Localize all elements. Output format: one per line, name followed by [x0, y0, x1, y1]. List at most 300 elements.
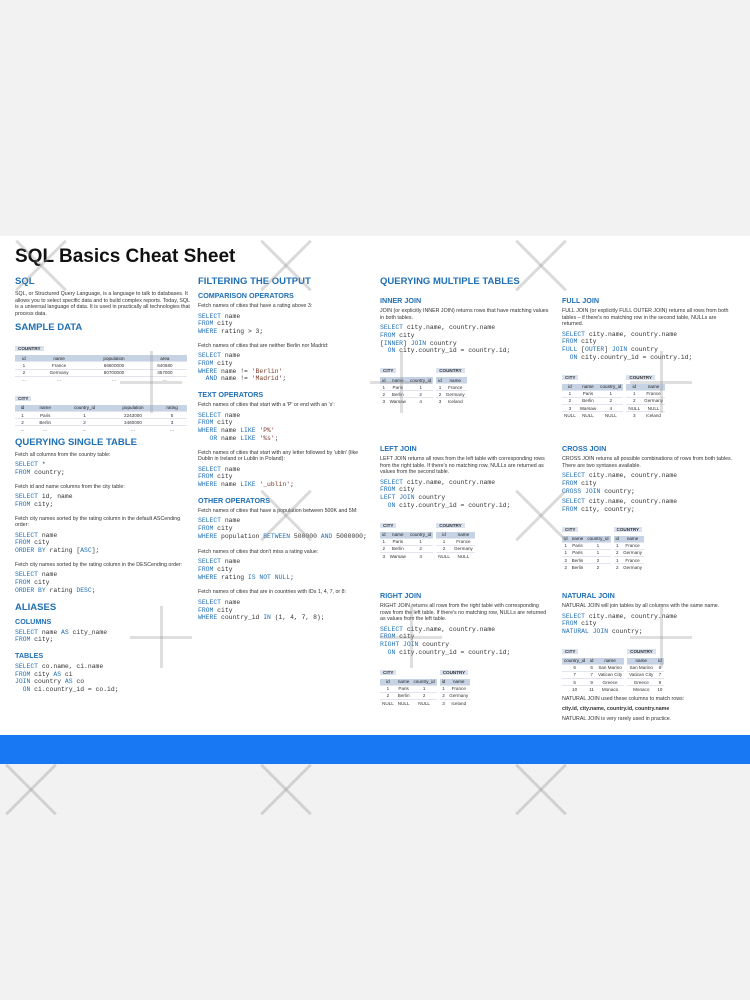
column-header: name	[596, 658, 624, 665]
column-basics	[15, 276, 190, 701]
qs-desc-1: Fetch all columns from the country table:	[15, 451, 111, 458]
table-row	[614, 557, 644, 564]
full-join-code: SELECT city.name, country.name FROM city FULL [OUTER] JOIN country ON city.country_id = country.id;	[562, 330, 693, 361]
city-table-block	[15, 387, 190, 433]
table-cell: France	[642, 390, 665, 397]
sql-intro: SQL, or Structured Query Language, is a language to talk to databases. It allows you to select specific data and to build complex reports. Today, SQL is a universal language of data. It is used in practically all technologies that process data.	[15, 291, 190, 317]
table-row	[562, 404, 623, 411]
right-city-result-table	[380, 679, 437, 707]
left-join-heading: LEFT JOIN	[380, 444, 417, 453]
result-table-name: COUNTRY	[627, 649, 656, 654]
table-cell: Berlin	[388, 391, 408, 398]
watermark-x-mark	[255, 760, 325, 820]
inner-country-result-table	[436, 377, 466, 405]
table-cell: 3	[436, 398, 444, 405]
filter-code-1: SELECT name FROM city WHERE rating > 3;	[198, 312, 264, 335]
result-table-name: CITY	[562, 649, 578, 654]
right-join-section	[380, 591, 550, 710]
table-cell: 3	[380, 398, 388, 405]
table-cell: Germany	[623, 564, 643, 570]
cross-join-code-2: SELECT city.name, country.name FROM city, country;	[562, 498, 678, 513]
table-row	[380, 538, 433, 545]
table-cell: ...	[85, 376, 143, 383]
column-header: name	[452, 532, 475, 539]
qs-code-1: SELECT * FROM country;	[15, 461, 65, 476]
table-cell: Paris	[570, 542, 586, 549]
left-country-part	[436, 514, 475, 564]
table-row	[380, 692, 437, 699]
table-cell: 9	[587, 679, 596, 686]
table-cell: Berlin	[571, 557, 584, 563]
other-operators-heading: OTHER OPERATORS	[198, 495, 271, 505]
table-cell: ...	[143, 376, 187, 383]
filter-code-6: SELECT name FROM city WHERE rating IS NOT NULL;	[198, 558, 294, 581]
natural-note-1: NATURAL JOIN used these columns to match rows:	[562, 696, 685, 703]
table-row	[436, 398, 466, 405]
qs-code-4: SELECT name FROM city ORDER BY rating DESC;	[15, 571, 96, 594]
table-row	[15, 362, 187, 369]
table-row	[562, 564, 611, 571]
column-header: id	[380, 679, 396, 686]
result-table-name: COUNTRY	[626, 375, 655, 380]
table-row	[380, 398, 433, 405]
right-join-code: SELECT city.name, country.name FROM city RIGHT JOIN country ON city.country_id = country.id;	[380, 625, 511, 656]
country-table-name: COUNTRY	[15, 346, 44, 351]
inner-join-heading: INNER JOIN	[380, 296, 422, 305]
table-row	[562, 671, 624, 678]
result-table-name: CITY	[380, 670, 396, 675]
table-cell: 1	[436, 538, 452, 545]
table-row	[436, 552, 475, 559]
table-cell: France	[444, 384, 467, 391]
filter-code-5: SELECT name FROM city WHERE population BETWEEN 500000 AND 5000000;	[198, 517, 367, 540]
cross-country-part	[614, 518, 644, 575]
table-cell: 4	[598, 404, 623, 411]
column-header: id	[626, 384, 642, 391]
column-header: id	[562, 384, 578, 391]
table-cell: Greece	[596, 679, 624, 686]
filter-desc-1: Fetch names of cities that have a rating above 3:	[198, 303, 313, 309]
column-header: id	[564, 536, 568, 542]
table-cell: 11	[589, 686, 594, 692]
table-cell: ...	[30, 426, 60, 433]
table-cell: NULL	[382, 700, 394, 706]
qs-desc-3: Fetch city names sorted by the rating column in the default ASCending order:	[15, 515, 181, 529]
cross-join-desc: CROSS JOIN returns all possible combinations of rows from both tables. There are two syntaxes available.	[562, 456, 733, 469]
country-table-block	[15, 337, 190, 383]
column-header: id	[436, 532, 452, 539]
table-cell: 9	[655, 679, 664, 686]
table-cell: 2	[15, 419, 30, 426]
column-header: id	[382, 377, 386, 383]
natural-join-section	[562, 591, 734, 725]
table-cell: 1	[626, 390, 642, 397]
table-cell: 2	[380, 692, 396, 699]
table-cell: 2	[562, 397, 578, 404]
result-table-name: CITY	[380, 368, 396, 373]
cross-country-result-table	[614, 536, 644, 571]
table-cell: 1	[436, 384, 444, 391]
filter-code-7: SELECT name FROM city WHERE country_id IN (1, 4, 7, 8);	[198, 598, 325, 622]
filtering-heading: FILTERING THE OUTPUT	[198, 276, 311, 287]
full-join-heading: FULL JOIN	[562, 296, 600, 305]
table-row	[380, 699, 437, 706]
full-city-part	[562, 366, 623, 423]
column-header: id	[615, 536, 620, 542]
table-cell: 1	[380, 384, 388, 391]
table-row	[15, 369, 187, 376]
column-header: name	[570, 536, 586, 543]
table-row	[15, 376, 187, 383]
inner-city-part	[380, 359, 433, 409]
table-cell: Germany	[644, 398, 664, 404]
table-row	[562, 390, 623, 397]
inner-join-result	[380, 359, 550, 409]
table-cell: 1	[598, 390, 623, 397]
table-cell: 2	[614, 549, 622, 556]
full-city-result-table	[562, 384, 623, 419]
table-row	[627, 686, 664, 693]
table-cell: Berlin	[578, 397, 598, 404]
left-country-result-table	[436, 532, 475, 560]
table-cell: NULL	[578, 412, 598, 419]
natural-country-result-table	[627, 658, 664, 693]
country-sample-table	[15, 355, 187, 383]
table-cell: Greece	[627, 679, 655, 686]
table-cell: 2	[562, 557, 570, 564]
table-cell: Paris	[578, 390, 598, 397]
qs-code-2: SELECT id, name FROM city;	[15, 493, 73, 508]
table-row	[562, 542, 611, 549]
inner-city-result-table	[380, 377, 433, 405]
table-row	[562, 664, 624, 671]
table-cell: Berlin	[388, 545, 408, 552]
table-row	[15, 419, 187, 426]
table-cell: 3	[380, 552, 388, 559]
table-cell: NULL	[438, 553, 450, 559]
left-join-code: SELECT city.name, country.name FROM city LEFT JOIN country ON city.country_id = country.id;	[380, 478, 511, 509]
table-row	[626, 412, 665, 419]
table-cell: 2	[380, 545, 388, 552]
column-header: country_id	[413, 679, 435, 685]
table-cell: Berlin	[571, 564, 584, 570]
table-cell: 6	[655, 664, 664, 671]
table-cell: NULL	[642, 404, 665, 411]
table-row	[562, 679, 624, 686]
full-join-section	[562, 296, 734, 422]
table-cell: France	[33, 362, 85, 369]
table-cell: 640680	[143, 362, 187, 369]
table-cell: Berlin	[30, 419, 60, 426]
column-filtering	[198, 276, 368, 629]
table-cell: 5	[157, 411, 187, 418]
table-cell: 1	[60, 411, 108, 418]
natural-join-heading: NATURAL JOIN	[562, 591, 615, 600]
table-cell: 2	[626, 397, 642, 404]
table-row	[614, 549, 644, 556]
table-cell: Monaco	[627, 686, 655, 693]
city-sample-table	[15, 405, 187, 433]
column-header: id	[587, 658, 596, 665]
table-cell: Germany	[449, 693, 469, 699]
column-header: name	[388, 532, 408, 539]
column-header: id	[441, 679, 446, 685]
aliases-code-1: SELECT name AS city_name FROM city;	[15, 628, 108, 644]
table-cell: NULL	[397, 700, 410, 706]
table-cell: 1	[562, 542, 570, 549]
table-cell: 2	[440, 692, 448, 699]
column-header: rating	[157, 405, 187, 412]
left-city-part	[380, 514, 433, 564]
column-header: name	[444, 377, 467, 384]
filter-desc-6: Fetch names of cities that don't miss a rating value:	[198, 548, 319, 555]
table-row	[627, 671, 664, 678]
natural-city-result-table	[562, 658, 624, 693]
table-cell: 2	[15, 369, 33, 376]
table-cell: 3460000	[109, 419, 157, 426]
table-row	[626, 397, 665, 404]
filter-code-2: SELECT name FROM city WHERE name != 'Berlin' AND name != 'Madrid';	[198, 352, 287, 383]
multiple-heading: QUERYING MULTIPLE TABLES	[380, 276, 520, 287]
column-header: id	[15, 405, 30, 412]
table-cell: 10	[657, 686, 663, 692]
table-cell: Paris	[396, 685, 412, 692]
table-cell: 2	[562, 564, 570, 571]
column-header: name	[33, 355, 85, 362]
table-row	[380, 391, 433, 398]
inner-join-code: SELECT city.name, country.name FROM city [INNER] JOIN country ON city.country_id = country.id;	[380, 324, 511, 355]
table-cell: Paris	[388, 538, 408, 545]
querying-single-heading: QUERYING SINGLE TABLE	[15, 436, 137, 448]
table-cell: Monaco	[596, 686, 624, 693]
natural-note-2: city.id, city.name, country.id, country.name	[562, 706, 670, 713]
column-header: country_id	[410, 532, 432, 538]
table-cell: 3	[440, 699, 448, 706]
table-cell: 1	[380, 538, 388, 545]
table-row	[562, 397, 623, 404]
column-header: name	[621, 536, 644, 543]
result-table-name: COUNTRY	[436, 523, 465, 528]
table-cell: Vatican City	[597, 672, 623, 678]
table-row	[380, 384, 433, 391]
table-cell: 1	[585, 542, 610, 549]
right-city-part	[380, 661, 437, 711]
cross-join-section	[562, 444, 734, 574]
table-cell: 66600000	[85, 362, 143, 369]
table-cell: 6	[587, 664, 596, 671]
table-row	[440, 699, 470, 706]
result-table-name: CITY	[562, 375, 578, 380]
table-cell: 2	[436, 391, 444, 398]
right-join-desc: RIGHT JOIN returns all rows from the right table with corresponding rows from the left table. If there's no matching row, NULLs are returned as values from the left table.	[380, 603, 547, 623]
table-cell: 1	[412, 685, 437, 692]
left-join-desc: LEFT JOIN returns all rows from the left table with corresponding rows from the right table. If there's no matching row, NULLs are returned as values from the second table.	[380, 456, 545, 476]
column-header: population	[109, 405, 157, 412]
table-cell: Germany	[623, 550, 643, 556]
table-cell: Paris	[388, 384, 408, 391]
table-row	[614, 564, 644, 571]
table-cell: 2	[598, 397, 623, 404]
column-header: area	[143, 355, 187, 362]
table-cell: France	[621, 542, 644, 549]
full-country-part	[626, 366, 665, 423]
column-header: name	[396, 679, 412, 686]
table-cell: ...	[33, 376, 85, 383]
aliases-tables-heading: TABLES	[15, 650, 44, 660]
inner-join-desc: JOIN (or explicitly INNER JOIN) returns rows that have matching values in both tables.	[380, 308, 549, 321]
left-join-section	[380, 444, 550, 563]
aliases-columns-heading: COLUMNS	[15, 616, 52, 626]
table-row	[626, 390, 665, 397]
table-cell: 7	[655, 671, 664, 678]
natural-join-code: SELECT city.name, country.name FROM city NATURAL JOIN country;	[562, 612, 678, 635]
table-cell: France	[452, 538, 475, 545]
table-cell: 1	[585, 549, 610, 556]
natural-country-part	[627, 640, 664, 697]
column-header: id	[438, 377, 442, 383]
result-table-name: COUNTRY	[614, 527, 643, 532]
table-row	[627, 664, 664, 671]
table-cell: 80700000	[85, 369, 143, 376]
table-cell: NULL	[598, 412, 623, 419]
table-cell: 2	[614, 564, 622, 571]
natural-city-part	[562, 640, 624, 697]
filter-desc-2: Fetch names of cities that are neither Berlin nor Madrid:	[198, 342, 329, 349]
table-cell: 1	[380, 685, 396, 692]
inner-country-part	[436, 359, 466, 409]
table-cell: France	[621, 557, 644, 564]
filter-desc-7: Fetch names of cities that are in countries with IDs 1, 4, 7, or 8:	[198, 589, 347, 596]
table-row	[436, 391, 466, 398]
table-cell: 2	[436, 545, 452, 552]
table-cell: Berlin	[397, 693, 410, 699]
table-row	[380, 545, 433, 552]
table-row	[627, 679, 664, 686]
table-cell: 1	[408, 384, 433, 391]
table-cell: San Marino	[627, 664, 655, 671]
column-multiple	[380, 276, 740, 291]
text-operators-heading: TEXT OPERATORS	[198, 390, 264, 400]
table-cell: NULL	[628, 405, 641, 411]
table-cell: 3	[562, 404, 578, 411]
table-row	[440, 692, 470, 699]
column-header: id	[15, 355, 33, 362]
table-cell: Germany	[33, 369, 85, 376]
column-header: name	[30, 405, 60, 412]
inner-join-section	[380, 296, 550, 409]
table-cell: ...	[109, 426, 157, 433]
cross-city-result-table	[562, 536, 611, 571]
table-cell: 5	[562, 679, 587, 686]
column-header: country_id	[564, 658, 586, 664]
column-header: name	[642, 384, 665, 391]
sample-data-heading: SAMPLE DATA	[15, 322, 83, 334]
table-row	[562, 557, 611, 564]
filter-code-3: SELECT name FROM city WHERE name LIKE 'P%' OR name LIKE '%s';	[198, 411, 279, 442]
table-cell: Warsaw	[389, 553, 406, 559]
column-header: name	[447, 679, 470, 686]
table-cell: 1	[15, 362, 33, 369]
table-cell: 1	[440, 685, 448, 692]
table-cell: 2	[60, 419, 108, 426]
table-cell: Warsaw	[389, 398, 406, 404]
qs-desc-4: Fetch city names sorted by the rating column in the DESCending order:	[15, 561, 183, 568]
table-cell: 4	[408, 552, 433, 559]
table-cell: Warsaw	[579, 405, 597, 411]
column-header: name	[578, 384, 598, 391]
table-cell: Germany	[453, 546, 473, 552]
table-cell: 7	[562, 671, 587, 678]
watermark-x-mark	[510, 760, 580, 820]
table-cell: Iceland	[447, 699, 470, 706]
left-city-result-table	[380, 532, 433, 560]
table-row	[562, 686, 624, 693]
result-table-name: CITY	[562, 527, 578, 532]
column-header: country_id	[587, 536, 609, 542]
right-country-part	[440, 661, 470, 711]
table-cell: San Marino	[596, 664, 624, 671]
table-row	[436, 538, 475, 545]
aliases-heading: ALIASES	[15, 601, 57, 613]
table-cell: ...	[15, 426, 30, 433]
table-cell: 3	[626, 412, 642, 419]
table-cell: Germany	[445, 391, 465, 397]
column-header: country_id	[410, 377, 432, 383]
table-cell: Paris	[30, 411, 60, 418]
result-table-name: COUNTRY	[436, 368, 465, 373]
cross-join-result	[562, 518, 734, 575]
table-cell: 2	[380, 391, 388, 398]
full-join-desc: FULL JOIN (or explicitly FULL OUTER JOIN) returns all rows from both tables – if there's no matching row in the second table, NULLs are returned.	[562, 308, 729, 328]
footer-bar	[0, 735, 750, 764]
table-cell: Iceland	[642, 412, 665, 419]
right-country-result-table	[440, 679, 470, 707]
natural-join-desc: NATURAL JOIN will join tables by all columns with the same name.	[562, 603, 720, 609]
table-cell: NULL	[564, 412, 576, 418]
column-header: id	[382, 532, 386, 538]
cross-join-code-1: SELECT city.name, country.name FROM city CROSS JOIN country;	[562, 472, 678, 495]
aliases-code-2: SELECT co.name, ci.name FROM city AS ci JOIN country AS co ON ci.country_id = co.id;	[15, 662, 119, 694]
natural-note-3: NATURAL JOIN is very rarely used in practice.	[562, 715, 672, 722]
table-cell: 10	[562, 686, 587, 693]
table-cell: 1	[614, 542, 622, 549]
comparison-heading: COMPARISON OPERATORS	[198, 291, 294, 300]
table-cell: 1	[562, 390, 578, 397]
table-cell: 2	[408, 391, 433, 398]
table-cell: France	[447, 685, 470, 692]
table-cell: 2	[412, 692, 437, 699]
table-row	[562, 412, 623, 419]
table-row	[15, 426, 187, 433]
column-header: population	[85, 355, 143, 362]
table-cell: 1	[562, 549, 570, 556]
table-row	[380, 552, 433, 559]
table-cell: 4	[408, 398, 433, 405]
table-cell: 2	[408, 545, 433, 552]
table-cell: 1	[408, 538, 433, 545]
full-country-result-table	[626, 384, 665, 419]
column-header: name	[388, 377, 408, 384]
table-cell: 1	[15, 411, 30, 418]
cheat-sheet	[0, 236, 750, 764]
natural-join-result	[562, 640, 734, 697]
table-row	[614, 542, 644, 549]
column-header: id	[655, 658, 664, 665]
table-cell: ...	[60, 426, 108, 433]
table-cell: NULL	[452, 552, 475, 559]
table-cell: 7	[587, 671, 596, 678]
table-cell: ...	[15, 376, 33, 383]
